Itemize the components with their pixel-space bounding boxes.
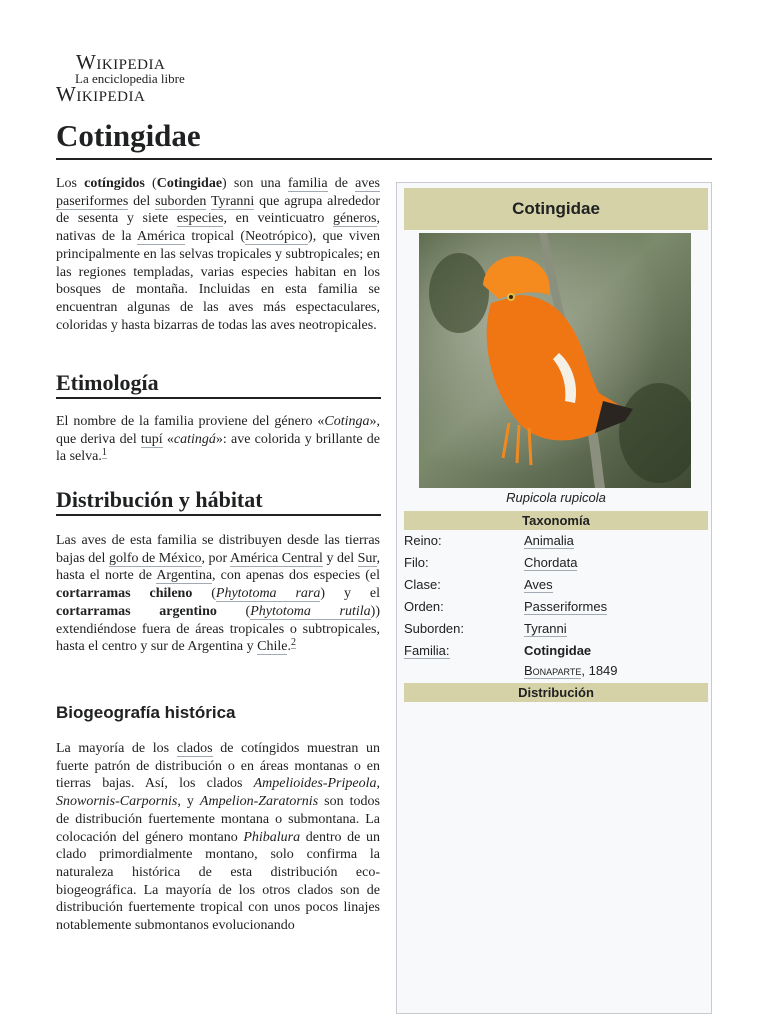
taxon-value-cotingidae: Cotingidae: [524, 643, 592, 658]
etimologia-divider: [56, 397, 381, 399]
taxon-label: Clase:: [404, 577, 441, 592]
link-tyranni[interactable]: Tyranni: [210, 193, 255, 209]
link-suborden[interactable]: suborden: [155, 193, 207, 209]
page-title: Cotingidae: [56, 118, 201, 153]
taxon-label: Reino:: [404, 533, 442, 548]
link-familia[interactable]: familia: [287, 176, 328, 191]
link-phytotoma-rutila[interactable]: Phytotoma rutila: [250, 603, 371, 619]
intro-section: [56, 175, 380, 334]
reference-1[interactable]: 1: [101, 446, 107, 458]
taxon-row-reino: [404, 531, 708, 553]
taxon-row-familia: [404, 641, 708, 663]
logo-tagline: La enciclopedia libre: [75, 71, 185, 86]
link-argentina[interactable]: Argentina: [156, 568, 213, 584]
heading-etimologia: Etimología: [56, 370, 159, 395]
taxobox: [396, 182, 712, 1014]
logo-wordmark-bottom: Wikipedia: [56, 82, 146, 106]
link-sur[interactable]: Sur: [357, 550, 377, 566]
link-clados[interactable]: clados: [176, 741, 213, 756]
biogeografia-section: [56, 740, 380, 935]
title-divider: [56, 158, 712, 160]
taxon-row-clase: [404, 575, 708, 597]
species-photo[interactable]: [419, 233, 691, 488]
taxon-authority: [524, 663, 618, 678]
etimologia-paragraph: El nombre de la familia proviene del género «Cotinga», que deriva del tupí «catingá»: ave colorida y brillante de la selva.$^1$: [56, 414, 381, 465]
heading-biogeografia: Biogeografía histórica: [56, 703, 236, 722]
taxon-label: Filo:: [404, 555, 429, 570]
link-chile[interactable]: Chile: [257, 639, 288, 655]
link-america-central[interactable]: América Central: [229, 550, 323, 566]
link-aves[interactable]: aves: [355, 176, 380, 191]
taxon-row-orden: [404, 597, 708, 619]
authority-year: , 1849: [581, 663, 618, 678]
taxon-label-familia[interactable]: Familia:: [404, 643, 450, 658]
taxon-link-passeriformes[interactable]: Passeriformes: [524, 599, 608, 614]
taxon-link-chordata[interactable]: Chordata: [524, 555, 578, 570]
taxon-link-animalia[interactable]: Animalia: [524, 533, 574, 548]
image-caption: Rupicola rupicola: [506, 490, 606, 505]
distribucion-section: [56, 532, 380, 656]
intro-paragraph: Los cotíngidos (Cotingidae) son una familia de aves paseriformes del suborden Tyranni que agrupa alrededor de sesenta y siete especies, en veinticuatro géneros, nativas de la América tropical (Neotrópico), que viven principalmente en las selvas tropicales y subtropicales; en las regiones templadas, varias especies habitan en los bosques de montaña. Incluidas en esta familia se encuentran algunas de las aves más espectaculares, coloridas y hasta bizarras de todas las aves neotropicales.: [56, 176, 381, 333]
link-neotropico[interactable]: Neotrópico: [245, 229, 309, 245]
taxon-label: Suborden:: [404, 621, 464, 636]
biogeografia-paragraph: La mayoría de los clados de cotíngidos muestran un fuerte patrón de distribución o en áreas montanas o en tierras bajas. Así, los clados Ampelioides-Pripeola, Snowornis-Carpornis, y Ampelion-Zaratornis son todos de distribución fuertemente montana o submontana. La colocación del género montano Phibalura dentro de un clado primordialmente montano, solo confirma la naturaleza histórica de esta distribución eco-biogeográfica. La mayoría de los otros clados son de distribución fuertemente tropical con unos pocos linajes notablemente submontanos evolucionando: [56, 741, 380, 934]
taxon-link-aves[interactable]: Aves: [524, 577, 553, 592]
distribution-header: Distribución: [404, 683, 708, 702]
distribucion-paragraph: Las aves de esta familia se distribuyen desde las tierras bajas del golfo de México, por América Central y del Sur, hasta el norte de Argentina, con apenas dos especies (el cortarramas chileno (Phytotoma rara) y el cortarramas argentino (Phytotoma rutila)) extendiéndose fuera de áreas tropicales o subtropicales, hasta el centro y sur de Argentina y Chile.$^2$: [56, 533, 381, 655]
link-generos[interactable]: géneros: [332, 211, 377, 227]
link-paseriformes[interactable]: paseriformes: [56, 193, 129, 209]
logo-wordmark-top: Wikipedia: [76, 50, 166, 74]
taxon-link-tyranni[interactable]: Tyranni: [524, 621, 567, 636]
heading-distribucion: Distribución y hábitat: [56, 487, 263, 512]
link-america[interactable]: América: [136, 229, 186, 245]
taxon-label: Orden:: [404, 599, 444, 614]
distribucion-divider: [56, 514, 381, 516]
rupicola-photo-icon: [419, 233, 691, 488]
etimologia-section: [56, 413, 380, 466]
link-golfo-de-mexico[interactable]: golfo de México: [108, 550, 202, 566]
link-tupi[interactable]: tupí: [140, 431, 163, 447]
taxon-row-filo: [404, 553, 708, 575]
link-phytotoma-rara[interactable]: Phytotoma rara: [215, 586, 321, 602]
authority-link-bonaparte[interactable]: Bonaparte: [524, 663, 582, 678]
reference-2[interactable]: 2: [290, 636, 296, 648]
taxon-row-suborden: [404, 619, 708, 641]
taxonomy-header: Taxonomía: [404, 511, 708, 530]
link-especies[interactable]: especies: [176, 211, 224, 227]
taxobox-title: Cotingidae: [404, 188, 708, 230]
